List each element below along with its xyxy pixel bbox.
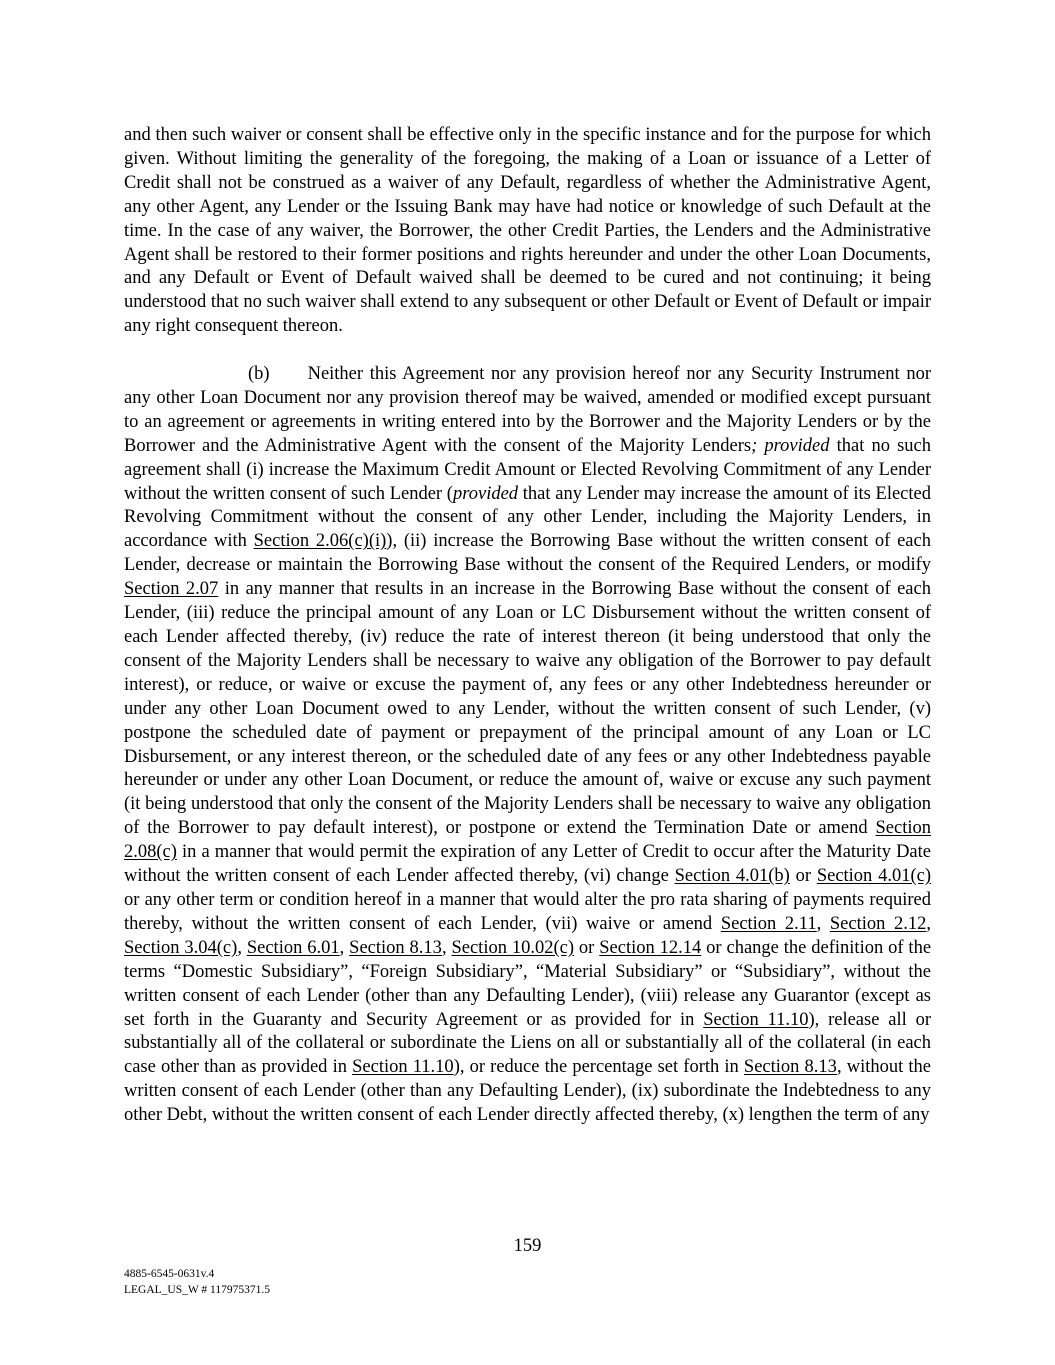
section-reference: Section 2.08(c) [124, 818, 931, 863]
paragraph-b [124, 363, 931, 1128]
text-run: , [926, 913, 932, 934]
text-run: that any Lender may increase the amount of its Elected Revolving Commitment without the consent of any other Lender, including the Majority Lenders, in accordance with [124, 483, 931, 552]
text-run: ), or reduce the percentage set forth in [453, 1057, 744, 1078]
section-reference: Section 3.04(c) [124, 937, 238, 958]
text-run: in any manner that results in an increase in the Borrowing Base without the consent of each Lender, (iii) reduce the principal amount of any Loan or LC Disbursement without the written consent of each Lender affected thereby, (iv) reduce the rate of interest thereon (it being understood that only the consent of the Majority Lenders shall be necessary to waive any obligation of the Borrower to pay default interest), or reduce, or waive or excuse the payment of, any fees or any other Indebtedness hereunder or under any other Loan Document owed to any Lender, without the written consent of such Lender, (v) postpone the scheduled date of payment or prepayment of the principal amount of any Loan or LC Disbursement, or any interest thereon, or the scheduled date of any fees or any other Indebtedness payable hereunder or under any other Loan Document, or reduce the amount of, waive or excuse any such payment (it being understood that only the consent of the Majority Lenders shall be necessary to waive any obligation of the Borrower to pay default interest), or postpone or extend the Termination Date or amend [124, 579, 931, 839]
text-run: or change the definition of the terms “Domestic Subsidiary”, “Foreign Subsidiary”, “Material Subsidiary” or “Subsidiary”, without the written consent of each Lender (other than any Defaulting Lender), (viii) release any Guarantor (except as set forth in the Guaranty and Security Agreement or as provided for in [124, 937, 932, 1030]
text-run: that no such agreement shall (i) increase the Maximum Credit Amount or Elected Revolving Commitment of any Lender without the written consent of such Lender ( [124, 435, 931, 504]
footer-doc-id: 4885-6545-0631v.4 [124, 1268, 215, 1280]
paragraph-b-label: (b) [248, 364, 270, 385]
document-footer [124, 1266, 270, 1298]
paragraph-a: and then such waiver or consent shall be effective only in the specific instance and for the purpose for which given. Without limiting the generality of the foregoing, the making of a Loan or issuance of a Letter of Credit shall not be construed as a waiver of any Default, regardless of whether the Administrative Agent, any other Agent, any Lender or the Issuing Bank may have had notice or knowledge of such Default at the time. In the case of any waiver, the Borrower, the other Credit Parties, the Lenders and the Administrative Agent shall be restored to their former positions and rights hereunder and under the other Loan Documents, and any Default or Event of Default waived shall be deemed to be cured and not continuing; it being understood that no such waiver shall extend to any subsequent or other Default or Event of Default or impair any right consequent thereon. [124, 125, 931, 337]
footer-legal-id: LEGAL_US_W # 117975371.5 [124, 1284, 270, 1296]
page-number: 159 [513, 1236, 542, 1256]
text-run: Neither this Agreement nor any provision hereof nor any Security Instrument nor any other Loan Document nor any provision thereof may be waived, amended or modified except pursuant to an agreement or agreements in writing entered into by the Borrower and the Majority Lenders or by the Borrower and the Administrative Agent with the consent of the Majority Lenders [124, 364, 931, 456]
section-reference: Section 4.01(b) [674, 866, 790, 887]
section-reference: Section 2.06(c)(i) [253, 531, 387, 552]
section-reference: Section 11.10 [352, 1057, 454, 1078]
text-run: or [789, 866, 817, 887]
section-reference: Section 10.02(c) [451, 937, 575, 958]
text-run: , without the written consent of each Lender (other than any Defaulting Lender), (ix) subordinate the Indebtedness to any other Debt, without the written consent of each Lender directly affected thereby, (x) lengthen the term of any [124, 1057, 931, 1126]
section-reference: Section 8.13 [743, 1057, 837, 1078]
text-run: ), (ii) increase the Borrowing Base without the written consent of each Lender, decrease or maintain the Borrowing Base without the consent of the Required Lenders, or modify [124, 531, 931, 576]
text-run: , [339, 937, 350, 958]
section-reference: Section 2.11 [720, 913, 817, 934]
section-reference: Section 4.01(c) [816, 866, 931, 887]
text-run: , [816, 913, 830, 934]
provided-term: provided [452, 483, 519, 504]
body-text [124, 124, 931, 1128]
provided-term: ; provided [751, 435, 830, 456]
section-reference: Section 6.01 [246, 937, 340, 958]
section-reference: Section 2.12 [829, 913, 927, 934]
text-run: , [237, 937, 247, 958]
text-run: in a manner that would permit the expiration of any Letter of Credit to occur after the Maturity Date without the written consent of each Lender affected thereby, (vi) change [124, 842, 931, 887]
text-run: ), release all or substantially all of the collateral or subordinate the Liens on all or substantially all of the collateral (in each case other than as provided in [124, 1009, 931, 1078]
text-run: or any other term or condition hereof in a manner that would alter the pro rata sharing of payments required thereby, without the written consent of each Lender, (vii) waive or amend [124, 889, 931, 934]
section-reference: Section 8.13 [349, 937, 442, 958]
section-reference: Section 2.07 [124, 579, 219, 600]
text-run: or [574, 937, 600, 958]
section-reference: Section 11.10 [703, 1009, 809, 1030]
section-reference: Section 12.14 [599, 937, 702, 958]
text-run: , [441, 937, 452, 958]
